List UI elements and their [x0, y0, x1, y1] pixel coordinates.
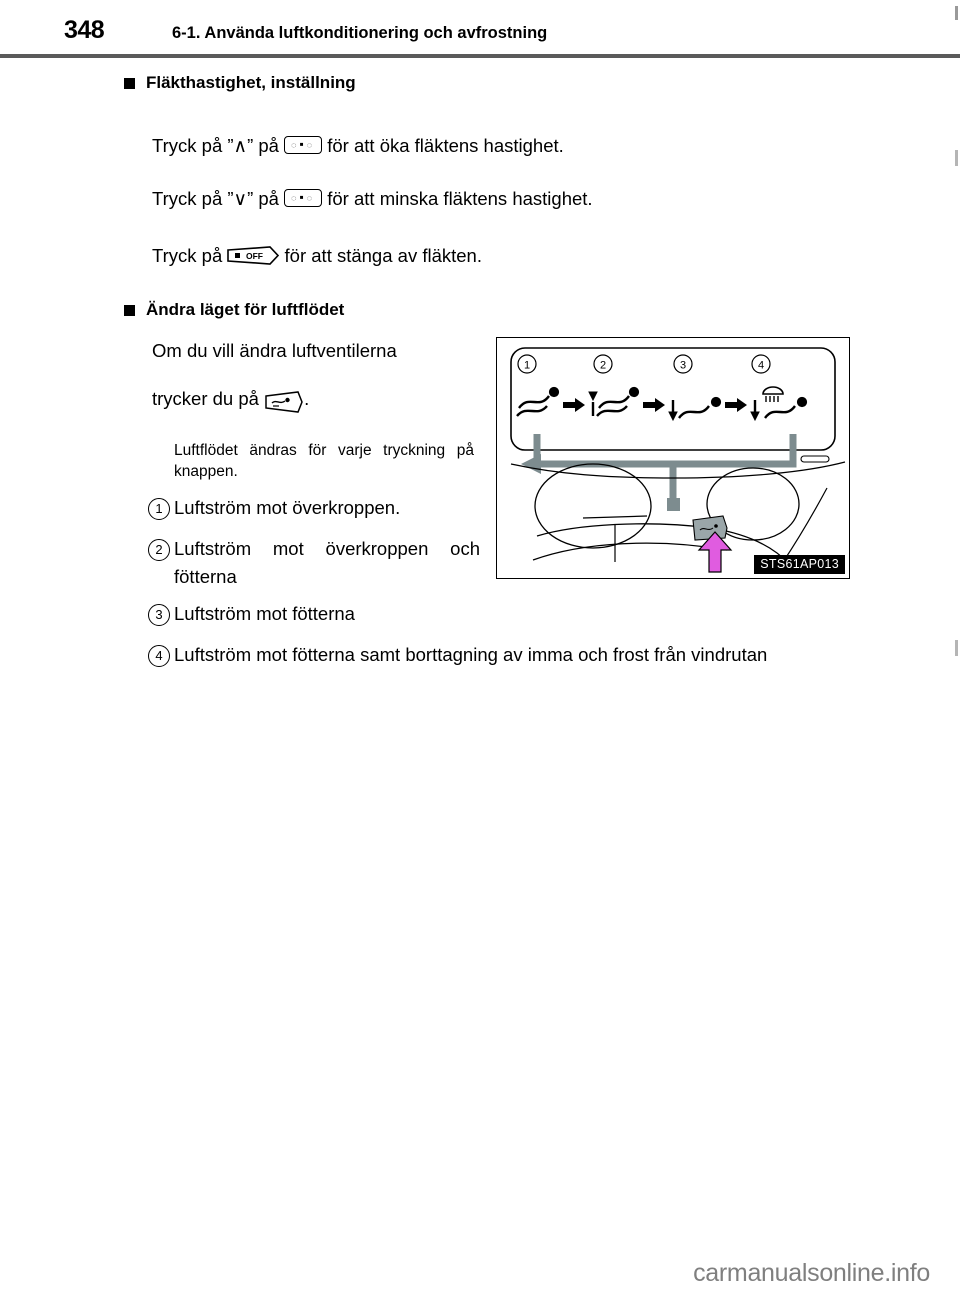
list-item-2: Luftström mot överkroppen och fötterna	[174, 538, 480, 587]
fan-speed-decrease-pre: Tryck på ”	[152, 188, 234, 209]
caret-down-glyph: ∨	[233, 188, 248, 209]
header-divider	[0, 54, 960, 58]
airflow-intro-line2	[152, 386, 309, 412]
airflow-intro-post: .	[304, 388, 310, 409]
list-marker-3: 3	[148, 604, 170, 626]
header-edge-tick	[955, 6, 958, 20]
edge-tick-lower	[955, 640, 958, 656]
airflow-mode-illustration	[496, 337, 850, 579]
header-title: 6-1. Använda luftkonditionering och avfrostning	[172, 24, 548, 42]
section-heading-airflow: Ändra läget för luftflödet	[146, 300, 345, 319]
list-item-1: Luftström mot överkroppen.	[174, 497, 401, 518]
page-header	[0, 0, 960, 56]
svg-text:3: 3	[679, 359, 687, 372]
fan-off-post: för att stänga av fläkten.	[284, 245, 482, 266]
list-item-4: Luftström mot fötterna samt borttagning av imma och frost från vindrutan	[174, 644, 768, 665]
airflow-mode-button-icon	[264, 390, 304, 414]
fan-speed-increase-mid: ” på	[247, 135, 279, 156]
fan-up-button-icon: ◌▪◌	[284, 136, 322, 154]
fan-off-pre: Tryck på	[152, 245, 223, 266]
illustration-svg	[497, 338, 849, 578]
fan-speed-decrease-mid: ” på	[247, 188, 279, 209]
figure-code: STS61AP013	[754, 555, 845, 574]
fan-speed-increase-post: för att öka fläktens hastighet.	[327, 135, 564, 156]
edge-tick-upper	[955, 150, 958, 166]
fan-speed-increase-pre: Tryck på ”	[152, 135, 234, 156]
watermark: carmanualsonline.info	[693, 1259, 930, 1287]
caret-up-glyph: ∧	[233, 135, 248, 156]
list-item-3: Luftström mot fötterna	[174, 603, 355, 624]
fan-off-line	[152, 243, 482, 269]
svg-text:2: 2	[599, 359, 607, 372]
fan-speed-increase-line	[152, 133, 564, 159]
fan-speed-decrease-line	[152, 186, 593, 212]
fan-speed-decrease-post: för att minska fläktens hastighet.	[327, 188, 593, 209]
fan-off-button-icon	[227, 246, 279, 265]
svg-text:4: 4	[757, 359, 765, 372]
fan-down-button-icon: ◌▪◌	[284, 189, 322, 207]
list-marker-2: 2	[148, 539, 170, 561]
list-marker-1: 1	[148, 498, 170, 520]
airflow-note: Luftflödet ändras för varje tryckning på knappen.	[174, 442, 474, 480]
list-marker-4: 4	[148, 645, 170, 667]
section-bullet-fan-speed	[124, 78, 135, 89]
page-number: 348	[64, 16, 105, 44]
svg-text:OFF: OFF	[246, 250, 264, 261]
airflow-intro-line1: Om du vill ändra luftventilerna	[152, 340, 397, 361]
section-bullet-airflow	[124, 305, 135, 316]
section-heading-fan-speed: Fläkthastighet, inställning	[146, 73, 356, 92]
svg-text:1: 1	[523, 359, 531, 372]
airflow-intro-pre: trycker du på	[152, 388, 259, 409]
